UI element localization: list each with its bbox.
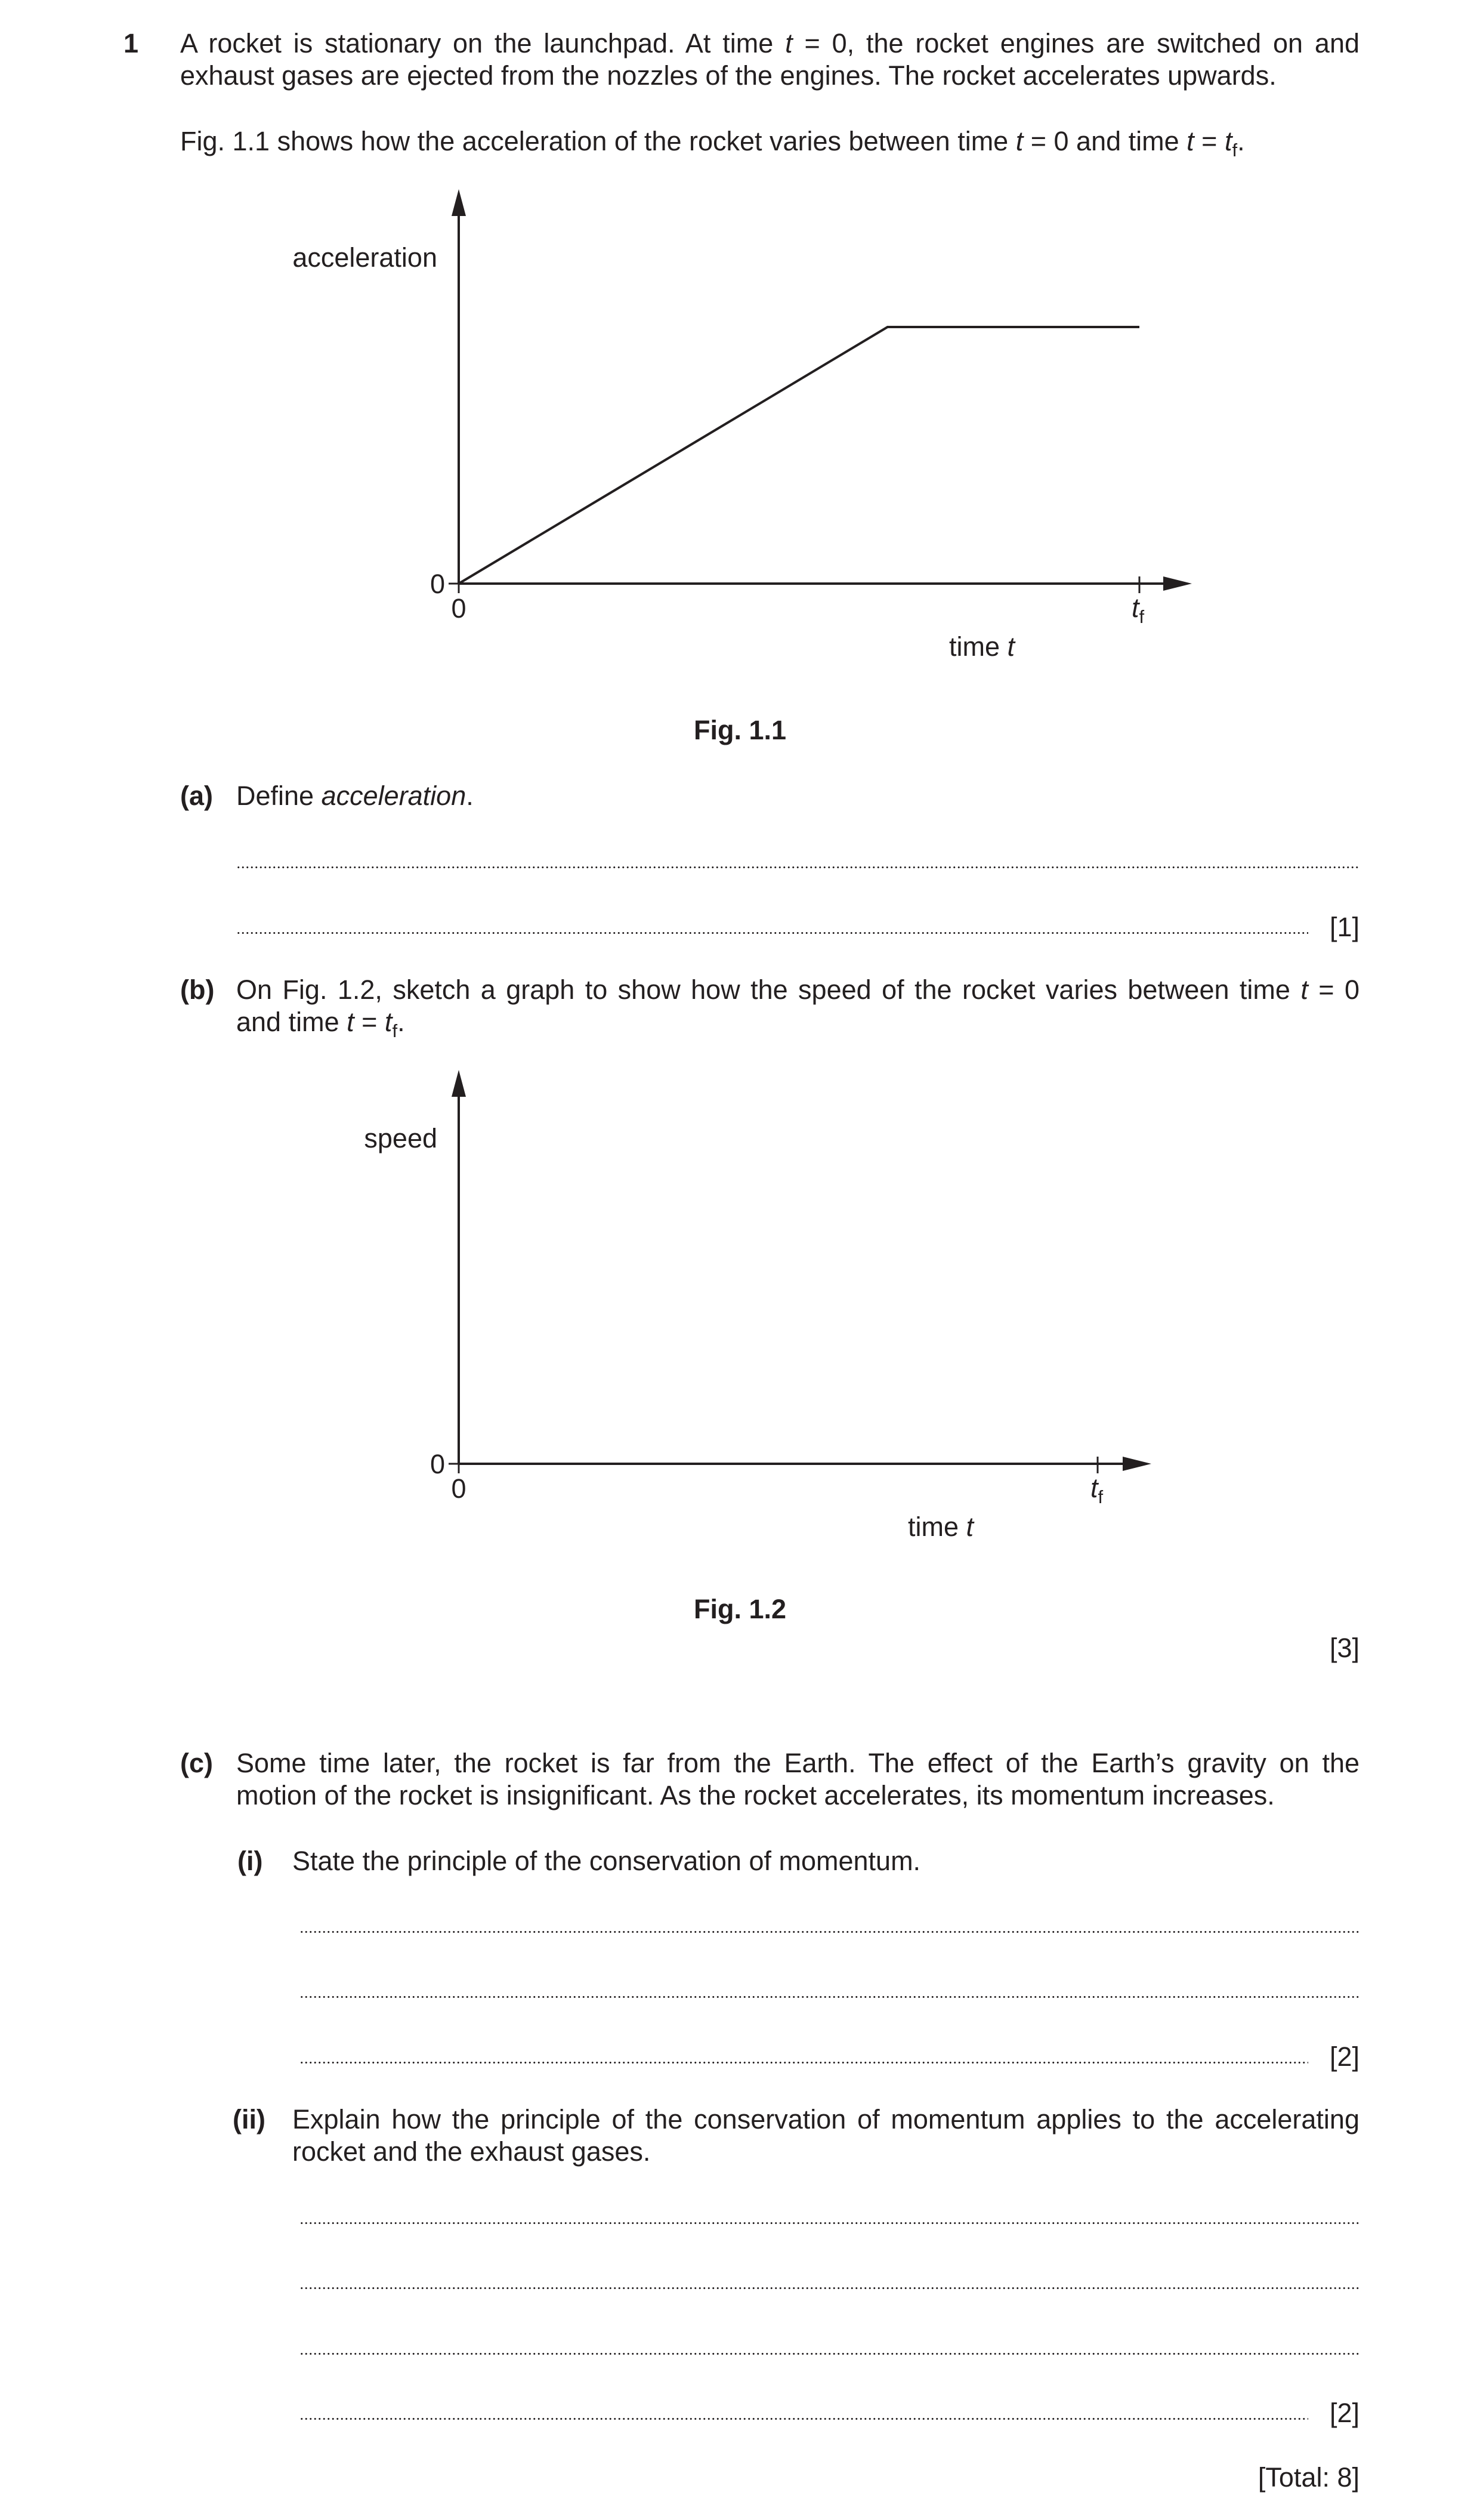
part-c-ii-text-line-1: Explain how the principle of the conservation of momentum applies to the accelerating [292,2104,1360,2135]
part-b-text-line-2: and time $t = t_f$. [236,1007,405,1041]
part-a-text: Define acceleration. [236,781,474,811]
x-axis-arrow [1123,1457,1151,1471]
x-axis-label: time t [908,1512,974,1542]
fig-1-1-caption: Fig. 1.1 [694,715,787,745]
part-b-label: (b) [180,974,215,1005]
part-a-label: (a) [180,781,213,811]
part-b-text-line-1: On Fig. 1.2, sketch a graph to show how the speed of the rocket varies between time t = 0 [236,974,1360,1005]
y-axis-arrow [452,1070,466,1097]
question-intro-line-1: A rocket is stationary on the launchpad. At time t = 0, the rocket engines are switched on and [180,28,1360,58]
part-c-ii-text-line-2: rocket and the exhaust gases. [292,2136,651,2167]
question-number: 1 [123,28,139,58]
fig-1-2-caption: Fig. 1.2 [694,1594,787,1624]
part-c-text-line-2: motion of the rocket is insignificant. As the rocket accelerates, its momentum increases. [236,1780,1275,1810]
origin-x-label: 0 [451,1473,466,1504]
y-axis-label: speed [364,1123,437,1153]
part-c-i-label: (i) [237,1846,263,1876]
part-c-ii-label: (ii) [233,2104,265,2135]
x-end-label: $t_f$ [1090,1473,1104,1507]
part-c-label: (c) [180,1748,213,1778]
part-a-marks: [1] [1329,912,1360,942]
answer-line[interactable] [299,2418,1308,2420]
origin-x-label: 0 [451,593,466,624]
x-axis-label: time t [949,631,1015,662]
answer-line[interactable] [299,2353,1360,2355]
part-b-marks: [3] [1329,1633,1360,1663]
answer-line[interactable] [299,1931,1360,1933]
answer-line[interactable] [299,2062,1308,2063]
answer-line[interactable] [299,2222,1360,2224]
answer-line[interactable] [299,1996,1360,1998]
question-intro-line-2: exhaust gases are ejected from the nozzles of the engines. The rocket accelerates upwards. [180,60,1277,91]
figure-reference: Fig. 1.1 shows how the acceleration of the rocket varies between time t = 0 and time $t = t_f$. [180,126,1245,161]
y-axis-label: acceleration [292,242,437,273]
origin-y-label: 0 [430,569,445,599]
answer-line[interactable] [299,2287,1360,2289]
part-c-i-text: State the principle of the conservation of momentum. [292,1846,921,1876]
part-c-ii-marks: [2] [1329,2398,1360,2428]
total-marks: [Total: 8] [1257,2462,1360,2493]
x-end-label: $t_f$ [1132,593,1145,627]
part-c-i-marks: [2] [1329,2041,1360,2072]
origin-y-label: 0 [430,1449,445,1479]
part-c-text-line-1: Some time later, the rocket is far from the Earth. The effect of the Earth’s gravity on the [236,1748,1360,1778]
